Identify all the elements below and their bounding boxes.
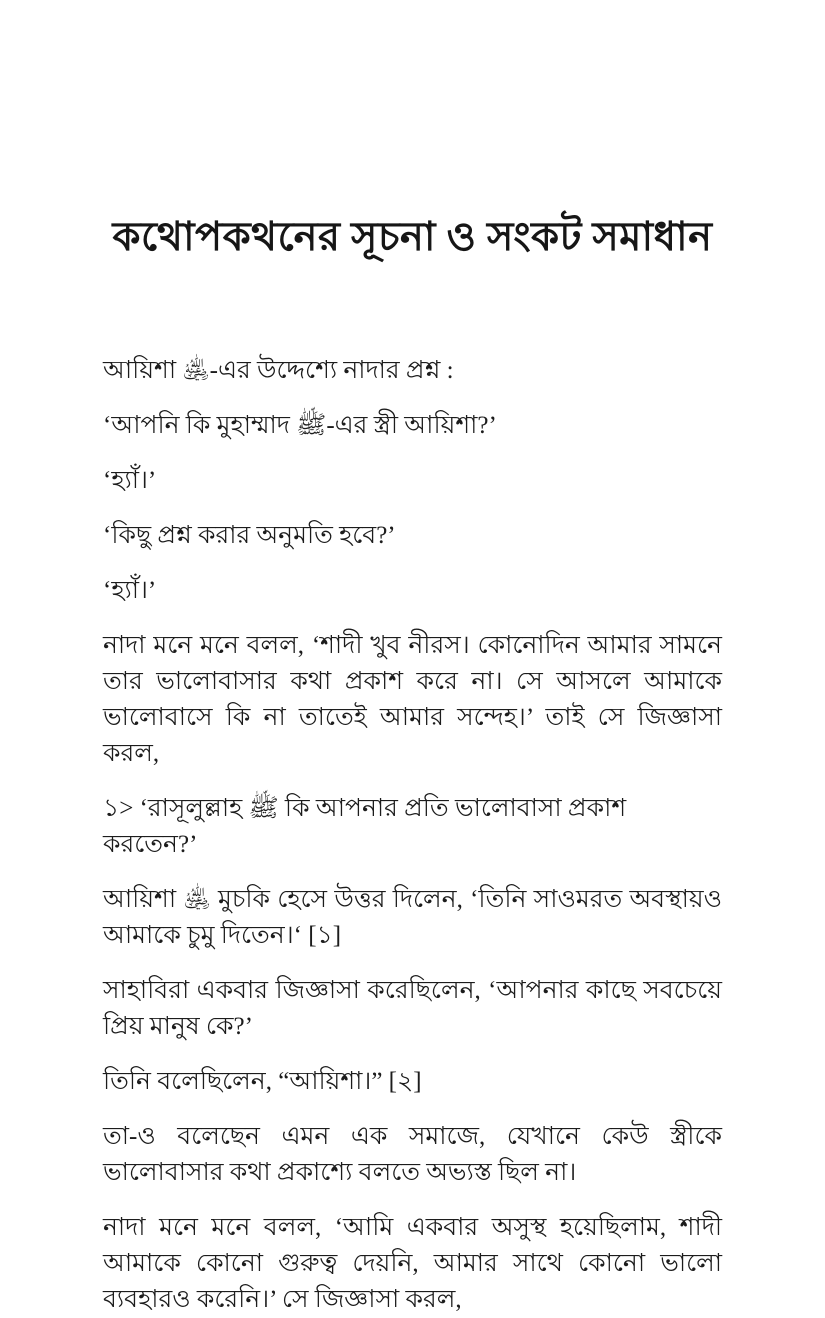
narration-paragraph: নাদা মনে মনে বলল, ‘শাদী খুব নীরস। কোনোদিন আমার সামনে তার ভালোবাসার কথা প্রকাশ করে না। সে আসলে আমাকে ভালোবাসে কি না তাতেই আমার সন্দেহ।’ তাই সে জিজ্ঞাসা করল, (103, 632, 722, 767)
intro-line: আয়িশা ﵁-এর উদ্দেশ্যে নাদার প্রশ্ন : (103, 357, 454, 384)
dialogue-question-2: ‘কিছু প্রশ্ন করার অনুমতি হবে?’ (103, 522, 396, 549)
page-content (103, 353, 722, 1318)
narration-paragraph: তা-ও বলেছেন এমন এক সমাজে, যেখানে কেউ স্ত্রীকে ভালোবাসার কথা প্রকাশ্যে বলতে অভ্যস্ত ছিল না। (103, 1123, 722, 1186)
narration-paragraph: তিনি বলেছিলেন, “আয়িশা।” [২] (103, 1068, 422, 1095)
narration-paragraph: নাদা মনে মনে বলল, ‘আমি একবার অসুস্থ হয়েছিলাম, শাদী আমাকে কোনো গুরুত্ব দেয়নি, আমার সাথে কোনো ভালো ব্যবহারও করেনি।’ সে জিজ্ঞাসা করল, (103, 1214, 722, 1313)
numbered-question-1: ১> ‘রাসূলুল্লাহ ﷺ কি আপনার প্রতি ভালোবাসা প্রকাশ করতেন?’ (103, 795, 627, 858)
dialogue-answer-1: ‘হ্যাঁ।’ (103, 467, 157, 494)
dialogue-answer-2: ‘হ্যাঁ।’ (103, 577, 157, 604)
chapter-title: কথোপকথনের সূচনা ও সংকট সমাধান (112, 214, 713, 259)
narration-paragraph: আয়িশা ﵁ মুচকি হেসে উত্তর দিলেন, ‘তিনি সাওমরত অবস্থায়ও আমাকে চুমু দিতেন।‘ [১] (103, 886, 722, 949)
narration-paragraph: সাহাবিরা একবার জিজ্ঞাসা করেছিলেন, ‘আপনার কাছে সবচেয়ে প্রিয় মানুষ কে?’ (103, 977, 722, 1040)
dialogue-question-1: ‘আপনি কি মুহাম্মাদ ﷺ-এর স্ত্রী আয়িশা?’ (103, 412, 497, 439)
